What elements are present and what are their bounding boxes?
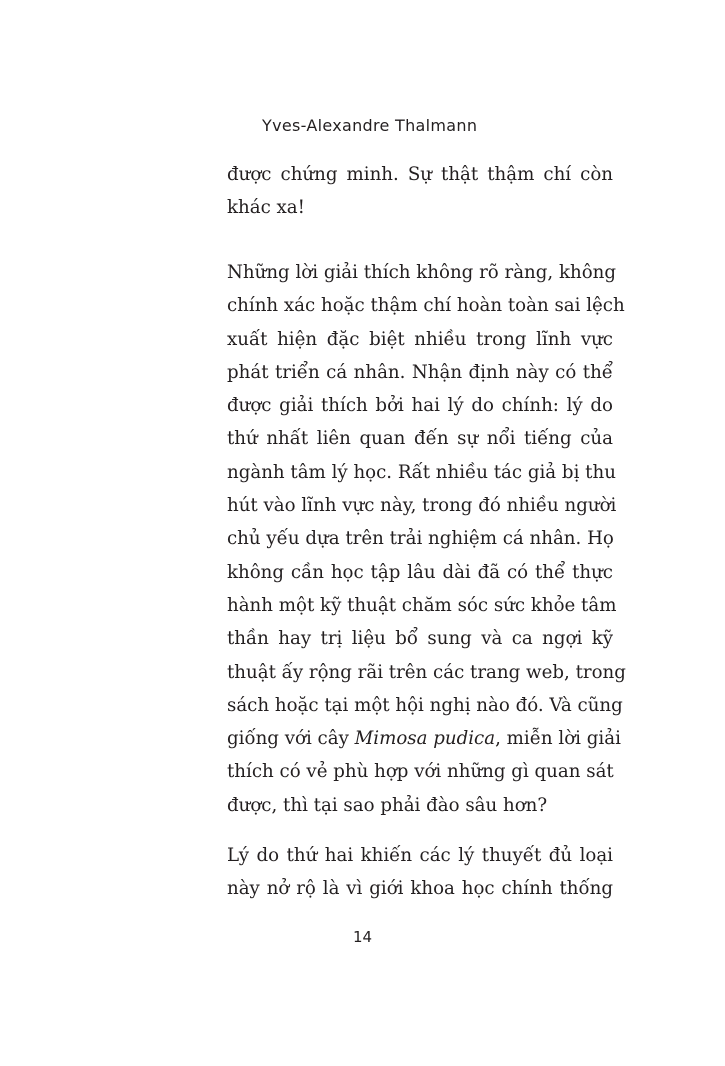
line-text-after: , miễn lời giải [495,728,621,750]
paragraph-2-line: thích có vẻ phù hợp với những gì quan sát [227,761,614,783]
paragraph-2-line: chính xác hoặc thậm chí hoàn toàn sai lệch [227,295,625,317]
paragraph-2-line: thứ nhất liên quan đến sự nổi tiếng của [227,428,613,450]
paragraph-2-line: thần hay trị liệu bổ sung và ca ngợi kỹ [227,628,613,650]
paragraph-1-line: khác xa! [227,197,305,219]
paragraph-2-line: phát triển cá nhân. Nhận định này có thể [227,361,613,383]
paragraph-3-line: này nở rộ là vì giới khoa học chính thống [227,878,613,900]
paragraph-2-line: được giải thích bởi hai lý do chính: lý do [227,395,613,417]
paragraph-2 [227,256,626,822]
line-text-before: giống với cây [227,728,355,750]
paragraph-2-line: được, thì tại sao phải đào sâu hơn? [227,794,548,816]
page-number: 14 [352,928,373,946]
paragraph-2-line: hành một kỹ thuật chăm sóc sức khỏe tâm [227,594,617,616]
paragraph-2-line: sách hoặc tại một hội nghị nào đó. Và cũng [227,694,623,716]
paragraph-2-line: chủ yếu dựa trên trải nghiệm cá nhân. Họ [227,528,614,550]
paragraph-2-line: ngành tâm lý học. Rất nhiều tác giả bị thu [227,461,616,483]
species-name-italic: Mimosa pudica [354,728,496,750]
paragraph-1-line: được chứng minh. Sự thật thậm chí còn [227,164,613,185]
paragraph-2-line: Những lời giải thích không rõ ràng, không [227,262,617,283]
paragraph-2-line: không cần học tập lâu dài đã có thể thực [227,561,613,583]
paragraph-3-line: Lý do thứ hai khiến các lý thuyết đủ loại [227,845,613,866]
running-head-author: Yves-Alexandre Thalmann [262,116,478,135]
paragraph-1 [227,158,613,225]
paragraph-2-line: thuật ấy rộng rãi trên các trang web, trong [227,661,626,683]
paragraph-2-line-with-italic [227,722,621,755]
paragraph-2-line: hút vào lĩnh vực này, trong đó nhiều người [227,495,617,517]
paragraph-3 [227,839,613,906]
paragraph-2-line: xuất hiện đặc biệt nhiều trong lĩnh vực [227,328,613,350]
